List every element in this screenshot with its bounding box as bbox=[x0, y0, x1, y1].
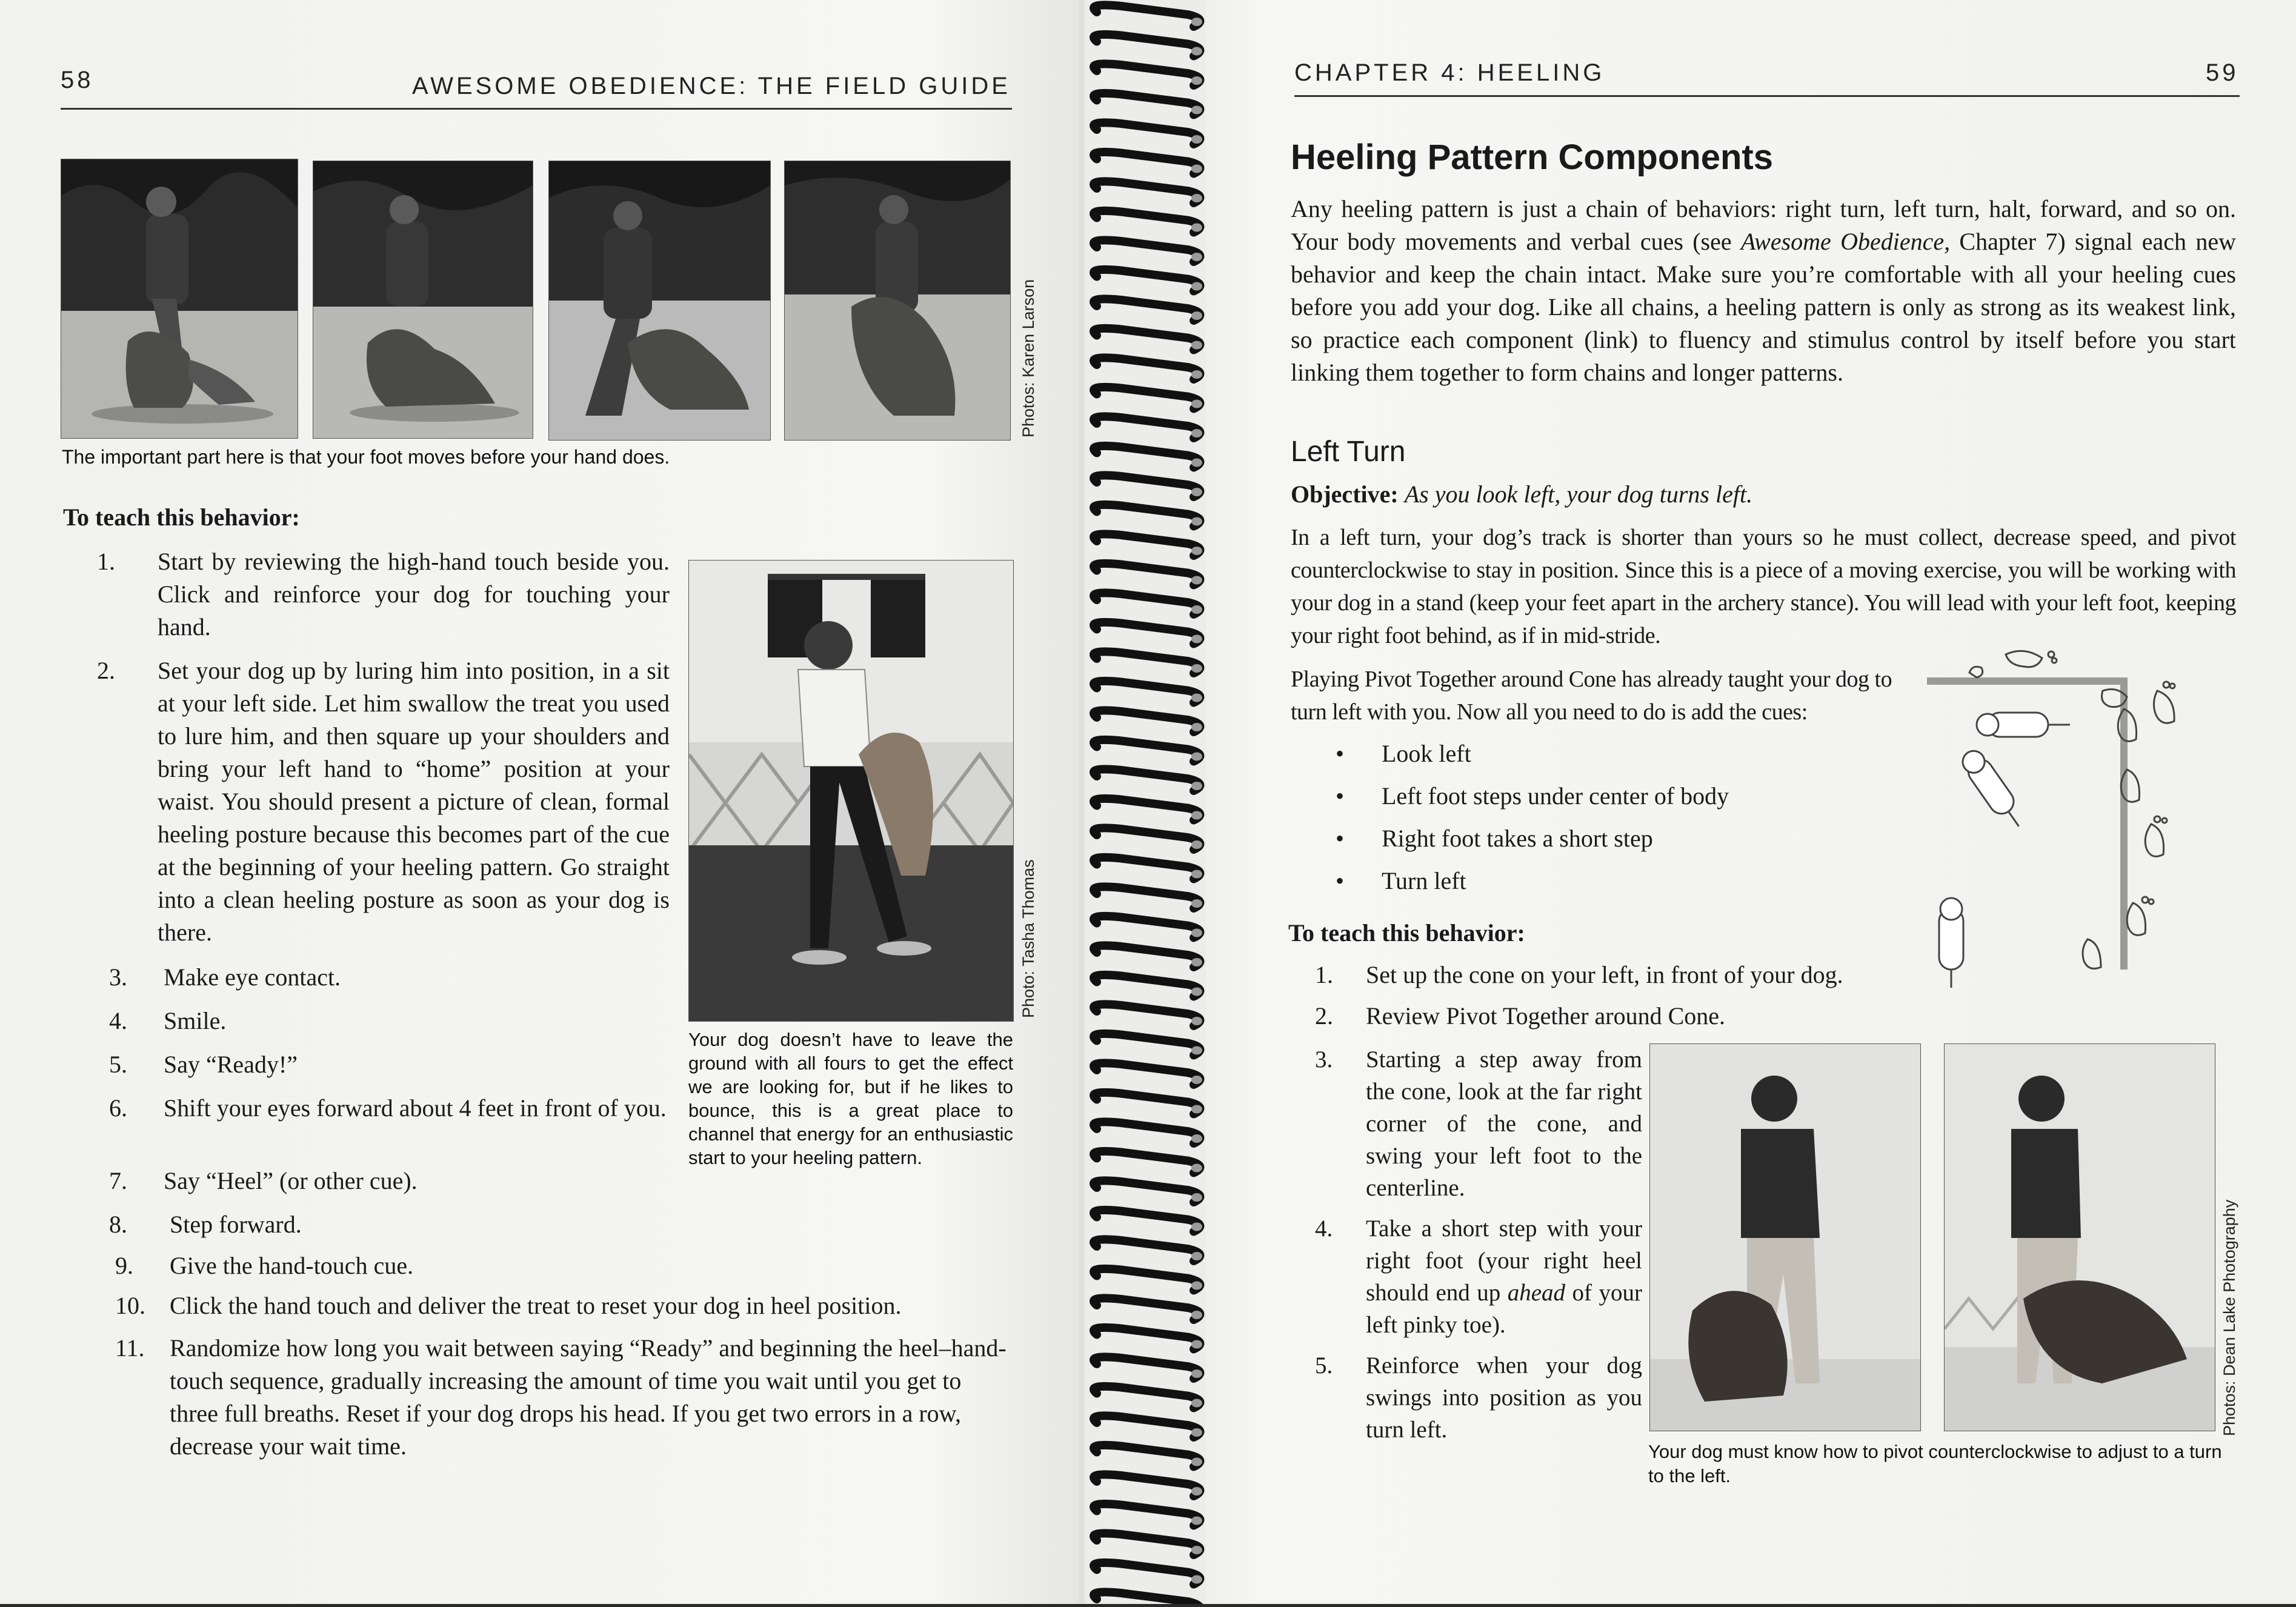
step4-italic: ahead bbox=[1507, 1280, 1566, 1306]
step-text bbox=[1366, 1213, 1642, 1341]
step4-text-cont: of your left pinky toe). bbox=[1366, 1280, 1642, 1338]
intro-text: Any heeling pattern is just a chain of behaviors: right turn, left turn, halt, forward, and so on. Your body movements and verbal cues (see bbox=[1291, 195, 2236, 255]
binding-hole bbox=[1191, 1134, 1202, 1143]
header-rule-left bbox=[61, 108, 1012, 110]
binding-hole bbox=[1191, 1399, 1202, 1408]
step-item bbox=[103, 1249, 1024, 1289]
bouncing-dog-photo bbox=[688, 560, 1014, 1022]
step-number: 4. bbox=[109, 1007, 127, 1034]
right-photo-caption: Your dog must know how to pivot counterclockwise to adjust to a turn to the left. bbox=[1648, 1441, 2222, 1486]
bullet-text: Turn left bbox=[1382, 867, 1466, 894]
step-text: Step forward. bbox=[170, 1211, 302, 1238]
binding-hole bbox=[1191, 694, 1202, 702]
step-number: 5. bbox=[1315, 1352, 1333, 1379]
binding-hole bbox=[1191, 1458, 1202, 1466]
step-item bbox=[1291, 959, 2018, 1000]
binding-hole bbox=[1191, 1252, 1202, 1260]
binding-hole bbox=[1191, 988, 1202, 996]
intro-text-cont: Chapter 7) signal each new behavior and keep the chain intact. Make sure you’re comfortable with all your heeling cues before you add your dog. Like all chains, a heeling pattern is only as strong as its weakest link, so practice each component (link) to fluency and stimulus control by itself before you start linking them together to form chains and longer patterns. bbox=[1291, 228, 2236, 386]
teach-heading-left: To teach this behavior: bbox=[63, 504, 300, 531]
binding-hole bbox=[1191, 1164, 1202, 1173]
binding-hole bbox=[1191, 370, 1202, 379]
binding-hole bbox=[1191, 253, 1202, 261]
right-steps-full bbox=[1291, 959, 2018, 1041]
binding-hole bbox=[1191, 635, 1202, 644]
step-text: Make eye contact. bbox=[164, 963, 341, 991]
step-number: 2. bbox=[1315, 1002, 1333, 1030]
left-turn-subhead: Left Turn bbox=[1291, 436, 1406, 468]
bullet-item: • Right foot takes a short step bbox=[1336, 825, 1653, 852]
binding-hole bbox=[1191, 840, 1202, 849]
binding-hole bbox=[1191, 664, 1202, 673]
step-text: Give the hand-touch cue. bbox=[170, 1252, 414, 1279]
step-text: Start by reviewing the high-hand touch beside you. Click and reinforce your dog for touching your hand. bbox=[158, 548, 670, 640]
binding-hole bbox=[1191, 429, 1202, 438]
binding-hole bbox=[1191, 76, 1202, 85]
step-text: Reinforce when your dog swings into position as you turn left. bbox=[1366, 1352, 1642, 1443]
right-steps-narrow bbox=[1291, 1043, 1642, 1446]
step-text: Starting a step away from the cone, look at the far right corner of the cone, and swing your left foot to the centerline. bbox=[1366, 1046, 1642, 1201]
step-item bbox=[97, 545, 670, 644]
binding-hole bbox=[1191, 1193, 1202, 1202]
binding-hole bbox=[1191, 547, 1202, 555]
side-photo-caption: Your dog doesn’t have to leave the ground with all fours to get the effect we are looking for, but if he likes to bounce, this is a great place to channel that energy for an enthusiastic start to your heeling pattern. bbox=[688, 1029, 1013, 1168]
step-number: 9. bbox=[115, 1252, 133, 1279]
objective-text: As you look left, your dog turns left. bbox=[1404, 481, 1753, 508]
heeling-photo-1 bbox=[61, 159, 298, 439]
binding-hole bbox=[1191, 1223, 1202, 1231]
heeling-photo-4 bbox=[784, 161, 1011, 441]
bullet-item: • Left foot steps under center of body bbox=[1336, 782, 1729, 810]
binding-hole bbox=[1191, 1369, 1202, 1378]
step-number: 10. bbox=[115, 1292, 145, 1319]
binding-hole bbox=[1191, 224, 1202, 232]
binding-hole bbox=[1191, 1487, 1202, 1496]
teach-heading-right: To teach this behavior: bbox=[1288, 919, 1525, 947]
left-turn-photo-1 bbox=[1649, 1043, 1921, 1431]
step-text: Smile. bbox=[164, 1007, 227, 1034]
binding-hole bbox=[1191, 341, 1202, 350]
binding-hole bbox=[1191, 194, 1202, 202]
step-text: Randomize how long you wait between saying “Ready” and beginning the heel–hand-touch sequence, gradually increasing the amount of time you wait until you get to three full breaths. Reset if your dog drops his head. If you get two errors in a row, decrease your wait time. bbox=[170, 1334, 1007, 1460]
bullet-text: Right foot takes a short step bbox=[1382, 825, 1653, 852]
bullet-text: Look left bbox=[1382, 740, 1471, 767]
step-text: Shift your eyes forward about 4 feet in front of you. bbox=[164, 1094, 667, 1122]
step-text: Say “Ready!” bbox=[164, 1051, 298, 1078]
step-text: Say “Heel” (or other cue). bbox=[164, 1167, 418, 1194]
step-item bbox=[1291, 1349, 1642, 1446]
step-number: 11. bbox=[115, 1334, 145, 1362]
binding-hole bbox=[1191, 1428, 1202, 1437]
binding-hole bbox=[1191, 929, 1202, 937]
running-head-left: AWESOME OBEDIENCE: THE FIELD GUIDE bbox=[412, 73, 1011, 99]
binding-hole bbox=[1191, 1076, 1202, 1084]
binding-hole bbox=[1191, 1340, 1202, 1349]
step-number: 5. bbox=[109, 1051, 127, 1078]
step-number: 7. bbox=[109, 1167, 127, 1194]
binding-hole bbox=[1191, 958, 1202, 967]
step-number: 2. bbox=[97, 657, 115, 684]
step-number: 3. bbox=[1315, 1046, 1333, 1073]
objective-label: Objective: bbox=[1291, 481, 1399, 508]
binding-hole bbox=[1191, 753, 1202, 761]
binding-hole bbox=[1191, 1282, 1202, 1290]
binding-hole bbox=[1191, 400, 1202, 408]
step-item bbox=[1291, 1043, 1642, 1204]
step-number: 8. bbox=[109, 1211, 127, 1238]
binding-hole bbox=[1191, 723, 1202, 731]
section-title: Heeling Pattern Components bbox=[1291, 138, 1773, 177]
binding-hole bbox=[1191, 870, 1202, 879]
right-page bbox=[1079, 0, 2296, 1604]
running-head-right: CHAPTER 4: HEELING bbox=[1294, 59, 1605, 86]
step-item bbox=[97, 654, 670, 949]
binding-hole bbox=[1191, 605, 1202, 614]
page-number-right: 59 bbox=[2206, 59, 2239, 86]
intro-italic: Awesome Obedience, bbox=[1740, 228, 1951, 255]
step-item bbox=[103, 1165, 1024, 1208]
cues-intro-paragraph: Playing Pivot Together around Cone has already taught your dog to turn left with you. Now all you need to do is add the cues: bbox=[1291, 667, 1892, 725]
binding-hole bbox=[1191, 311, 1202, 320]
spiral-binding bbox=[1073, 0, 1218, 1604]
left-turn-paragraph: In a left turn, your dog’s track is shorter than yours so he must collect, decrease speed, and pivot counterclockwise to stay in position. Since this is a piece of a moving exercise, you will be working with your dog in a stand (keep your feet apart in the archery stance). You will lead with your left foot, keeping your right foot behind, as if in mid-stride. bbox=[1291, 525, 2236, 648]
step-number: 6. bbox=[109, 1094, 127, 1122]
page-number-left: 58 bbox=[61, 67, 94, 93]
step-number: 4. bbox=[1315, 1216, 1333, 1242]
binding-hole bbox=[1191, 488, 1202, 496]
left-turn-photo-2 bbox=[1944, 1043, 2215, 1431]
binding-hole bbox=[1191, 1517, 1202, 1525]
heeling-photo-3 bbox=[548, 161, 771, 441]
step-number: 1. bbox=[97, 548, 115, 575]
step-number: 1. bbox=[1315, 961, 1333, 988]
left-page bbox=[0, 0, 1097, 1604]
step-text: Click the hand touch and deliver the treat to reset your dog in heel position. bbox=[170, 1292, 902, 1319]
binding-hole bbox=[1191, 576, 1202, 585]
binding-hole bbox=[1191, 811, 1202, 820]
bullet-text: Left foot steps under center of body bbox=[1382, 782, 1729, 810]
binding-hole bbox=[1191, 517, 1202, 526]
binding-hole bbox=[1191, 1546, 1202, 1554]
heeling-photo-2 bbox=[313, 161, 533, 439]
step-text: Set up the cone on your left, in front of your dog. bbox=[1366, 961, 1843, 988]
binding-hole bbox=[1191, 782, 1202, 790]
bullet-item: • Look left bbox=[1336, 740, 1471, 767]
binding-hole bbox=[1191, 1311, 1202, 1319]
right-photo-credit: Photos: Dean Lake Photography bbox=[2220, 1199, 2238, 1436]
step-item bbox=[103, 1289, 1024, 1332]
step4-text: Take a short step with your right foot (your right heel should end up bbox=[1366, 1216, 1642, 1306]
step-number: 3. bbox=[109, 963, 127, 991]
binding-hole bbox=[1191, 1105, 1202, 1114]
step-item bbox=[103, 1208, 1024, 1249]
intro-paragraph bbox=[1291, 193, 2236, 389]
binding-hole bbox=[1191, 459, 1202, 467]
binding-hole bbox=[1191, 106, 1202, 115]
binding-hole bbox=[1191, 18, 1202, 26]
top-photo-caption: The important part here is that your foot moves before your hand does. bbox=[62, 446, 670, 468]
binding-hole bbox=[1191, 1575, 1202, 1584]
binding-hole bbox=[1191, 1046, 1202, 1055]
top-photo-credit: Photos: Karen Larson bbox=[1019, 279, 1037, 438]
step-text: Set your dog up by luring him into position, in a sit at your left side. Let him swallow the treat you used to lure him, and then square up your shoulders and bring your left hand to “home” position at your waist. You should present a picture of clean, formal heeling posture because this becomes part of the cue at the beginning of your heeling pattern. Go straight into a clean heeling posture as soon as your dog is there. bbox=[158, 657, 670, 946]
step-text: Review Pivot Together around Cone. bbox=[1366, 1002, 1726, 1030]
binding-hole bbox=[1191, 135, 1202, 144]
objective-line bbox=[1291, 480, 1752, 508]
step-item bbox=[1291, 1213, 1642, 1341]
binding-hole bbox=[1191, 1017, 1202, 1025]
step-item bbox=[103, 1332, 1024, 1463]
binding-hole bbox=[1191, 282, 1202, 291]
side-photo-credit: Photo: Tasha Thomas bbox=[1019, 859, 1037, 1018]
binding-hole bbox=[1191, 165, 1202, 173]
step-item bbox=[1291, 1000, 2018, 1041]
binding-hole bbox=[1191, 47, 1202, 56]
header-rule-right bbox=[1294, 95, 2240, 97]
binding-hole bbox=[1191, 899, 1202, 908]
bullet-item: • Turn left bbox=[1336, 867, 1466, 894]
cue-bullet-list bbox=[1336, 739, 1881, 909]
steps-list-narrow bbox=[97, 545, 670, 960]
